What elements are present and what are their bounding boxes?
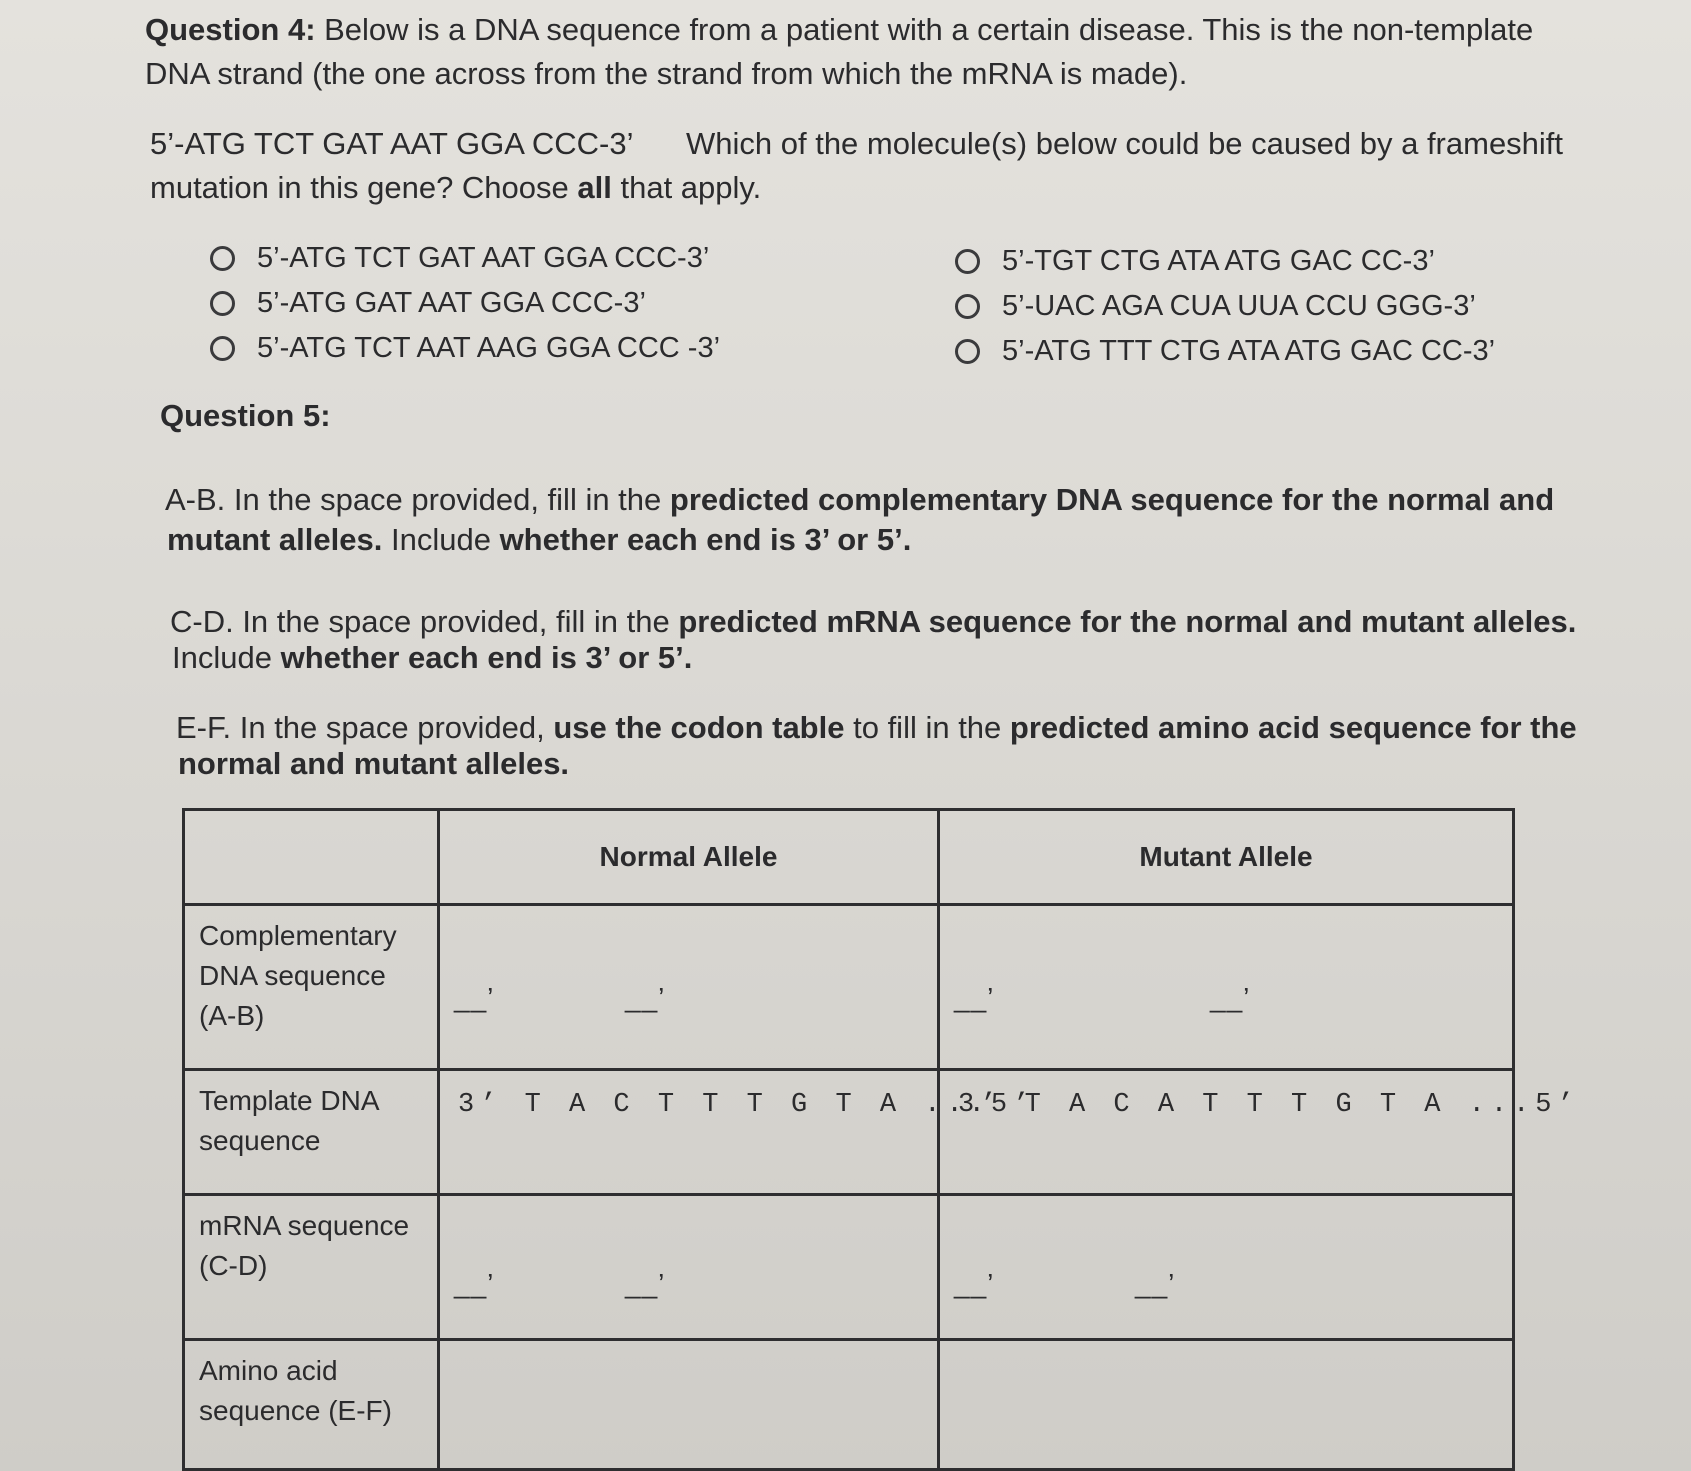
row-label-mrna: [184, 1195, 439, 1340]
option-label: 5’-ATG TTT CTG ATA ATG GAC CC-3’: [1002, 335, 1496, 367]
q5-ef-bold2: predicted amino acid sequence for the: [1009, 710, 1577, 745]
blank-left-end[interactable]: __’: [954, 982, 995, 1013]
cell-complementary-normal[interactable]: [439, 905, 939, 1070]
table-row-complementary: [184, 905, 1514, 1070]
q5-cd-line2: [172, 636, 692, 680]
table-row-amino: [184, 1340, 1514, 1470]
table-corner-cell: [184, 810, 439, 905]
header-normal-allele: Normal Allele: [439, 810, 939, 905]
q4-question-line2: [150, 166, 761, 210]
label-line: (C-D): [199, 1250, 268, 1281]
radio-icon[interactable]: [955, 294, 980, 319]
option-label: 5’-ATG TCT AAT AAG GGA CCC -3’: [257, 332, 721, 364]
template-normal-sequence: 3’ T A C T T T G T A ...5’: [458, 1090, 1036, 1120]
q4-question-end: that apply.: [611, 170, 762, 205]
label-line: DNA sequence: [199, 960, 386, 991]
row-label-template: [184, 1070, 439, 1195]
label-line: sequence (E-F): [199, 1395, 392, 1426]
cell-template-mutant: [939, 1070, 1580, 1195]
q4-intro-text: Below is a DNA sequence from a patient with a certain disease. This is the non-template: [315, 12, 1534, 47]
blank-left-end[interactable]: __’: [454, 1268, 495, 1299]
allele-table: [182, 808, 1580, 1471]
label-line: Template DNA: [199, 1085, 380, 1116]
option-left-1[interactable]: [210, 242, 709, 275]
blank-right-end[interactable]: __’: [625, 1268, 666, 1299]
table-row-mrna: [184, 1195, 1514, 1340]
q5-cd-text: C-D. In the space provided, fill in the: [170, 604, 679, 639]
label-line: Complementary: [199, 920, 397, 951]
q4-intro-line2: DNA strand (the one across from the strand from which the mRNA is made).: [145, 56, 1188, 91]
cell-complementary-mutant[interactable]: [939, 905, 1514, 1070]
blank-right-end[interactable]: __’: [625, 982, 666, 1013]
q5-cd-bold: predicted mRNA sequence for the normal and mutant alleles.: [678, 604, 1577, 639]
radio-icon[interactable]: [210, 246, 235, 271]
q5-ab-bold3: whether each end is 3’ or 5’.: [499, 522, 912, 557]
q4-question-line1: Which of the molecule(s) below could be caused by a frameshift: [686, 126, 1564, 161]
blank-right-end[interactable]: __’: [1135, 1268, 1176, 1299]
table-header-row: [184, 810, 1514, 905]
option-left-3[interactable]: [210, 332, 720, 365]
q5-title: [160, 394, 331, 438]
q5-ef-text2: to fill in the: [844, 710, 1010, 745]
cell-mrna-normal[interactable]: [439, 1195, 939, 1340]
q4-title: Question 4:: [145, 12, 316, 47]
option-right-3[interactable]: [955, 335, 1495, 368]
cell-amino-normal[interactable]: [439, 1340, 939, 1470]
header-mutant-allele: Mutant Allele: [939, 810, 1514, 905]
radio-icon[interactable]: [210, 336, 235, 361]
option-right-2[interactable]: [955, 290, 1476, 323]
row-label-amino: [184, 1340, 439, 1470]
q5-cd-bold2: whether each end is 3’ or 5’.: [280, 640, 693, 675]
q5-ab-text2: Include: [382, 522, 500, 557]
blank-left-end[interactable]: __’: [954, 1268, 995, 1299]
cell-template-normal: [439, 1070, 1036, 1195]
blank-left-end[interactable]: __’: [454, 982, 495, 1013]
q5-title-text: Question 5:: [160, 398, 331, 433]
q4-sequence: 5’-ATG TCT GAT AAT GGA CCC-3’: [150, 126, 634, 161]
q5-cd-text2: Include: [172, 640, 281, 675]
table-row-template: [184, 1070, 1514, 1195]
q4-question-text: mutation in this gene? Choose: [150, 170, 578, 205]
q5-ab-bold2: mutant alleles.: [167, 522, 383, 557]
label-line: (A-B): [199, 1000, 265, 1031]
label-line: Amino acid: [199, 1355, 338, 1386]
q4-intro-line1: [145, 8, 1533, 52]
radio-icon[interactable]: [955, 339, 980, 364]
label-line: sequence: [199, 1125, 321, 1156]
label-line: mRNA sequence: [199, 1210, 410, 1241]
q5-ab-line2: [167, 518, 911, 562]
q5-ab-line1: [165, 478, 1554, 522]
q5-ef-line2: [178, 742, 569, 786]
q5-ab-text: A-B. In the space provided, fill in the: [165, 482, 670, 517]
radio-icon[interactable]: [955, 249, 980, 274]
option-left-2[interactable]: [210, 287, 646, 320]
q4-question-emphasis: all: [577, 170, 612, 205]
cell-mrna-mutant[interactable]: [939, 1195, 1514, 1340]
q5-ef-bold3: normal and mutant alleles.: [178, 746, 570, 781]
option-right-1[interactable]: [955, 245, 1435, 278]
q5-ef-bold: use the codon table: [553, 710, 845, 745]
template-mutant-sequence: 3’ T A C A T T T G T A ...5’: [958, 1090, 1580, 1120]
option-label: 5’-ATG TCT GAT AAT GGA CCC-3’: [257, 242, 710, 274]
option-label: 5’-UAC AGA CUA UUA CCU GGG-3’: [1002, 290, 1476, 322]
option-label: 5’-TGT CTG ATA ATG GAC CC-3’: [1002, 245, 1435, 277]
option-label: 5’-ATG GAT AAT GGA CCC-3’: [257, 287, 646, 319]
row-label-complementary: [184, 905, 439, 1070]
cell-amino-mutant[interactable]: [939, 1340, 1514, 1470]
q5-ab-bold: predicted complementary DNA sequence for the normal and: [669, 482, 1555, 517]
q5-ef-text: E-F. In the space provided,: [176, 710, 554, 745]
radio-icon[interactable]: [210, 291, 235, 316]
blank-right-end[interactable]: __’: [1210, 982, 1251, 1013]
